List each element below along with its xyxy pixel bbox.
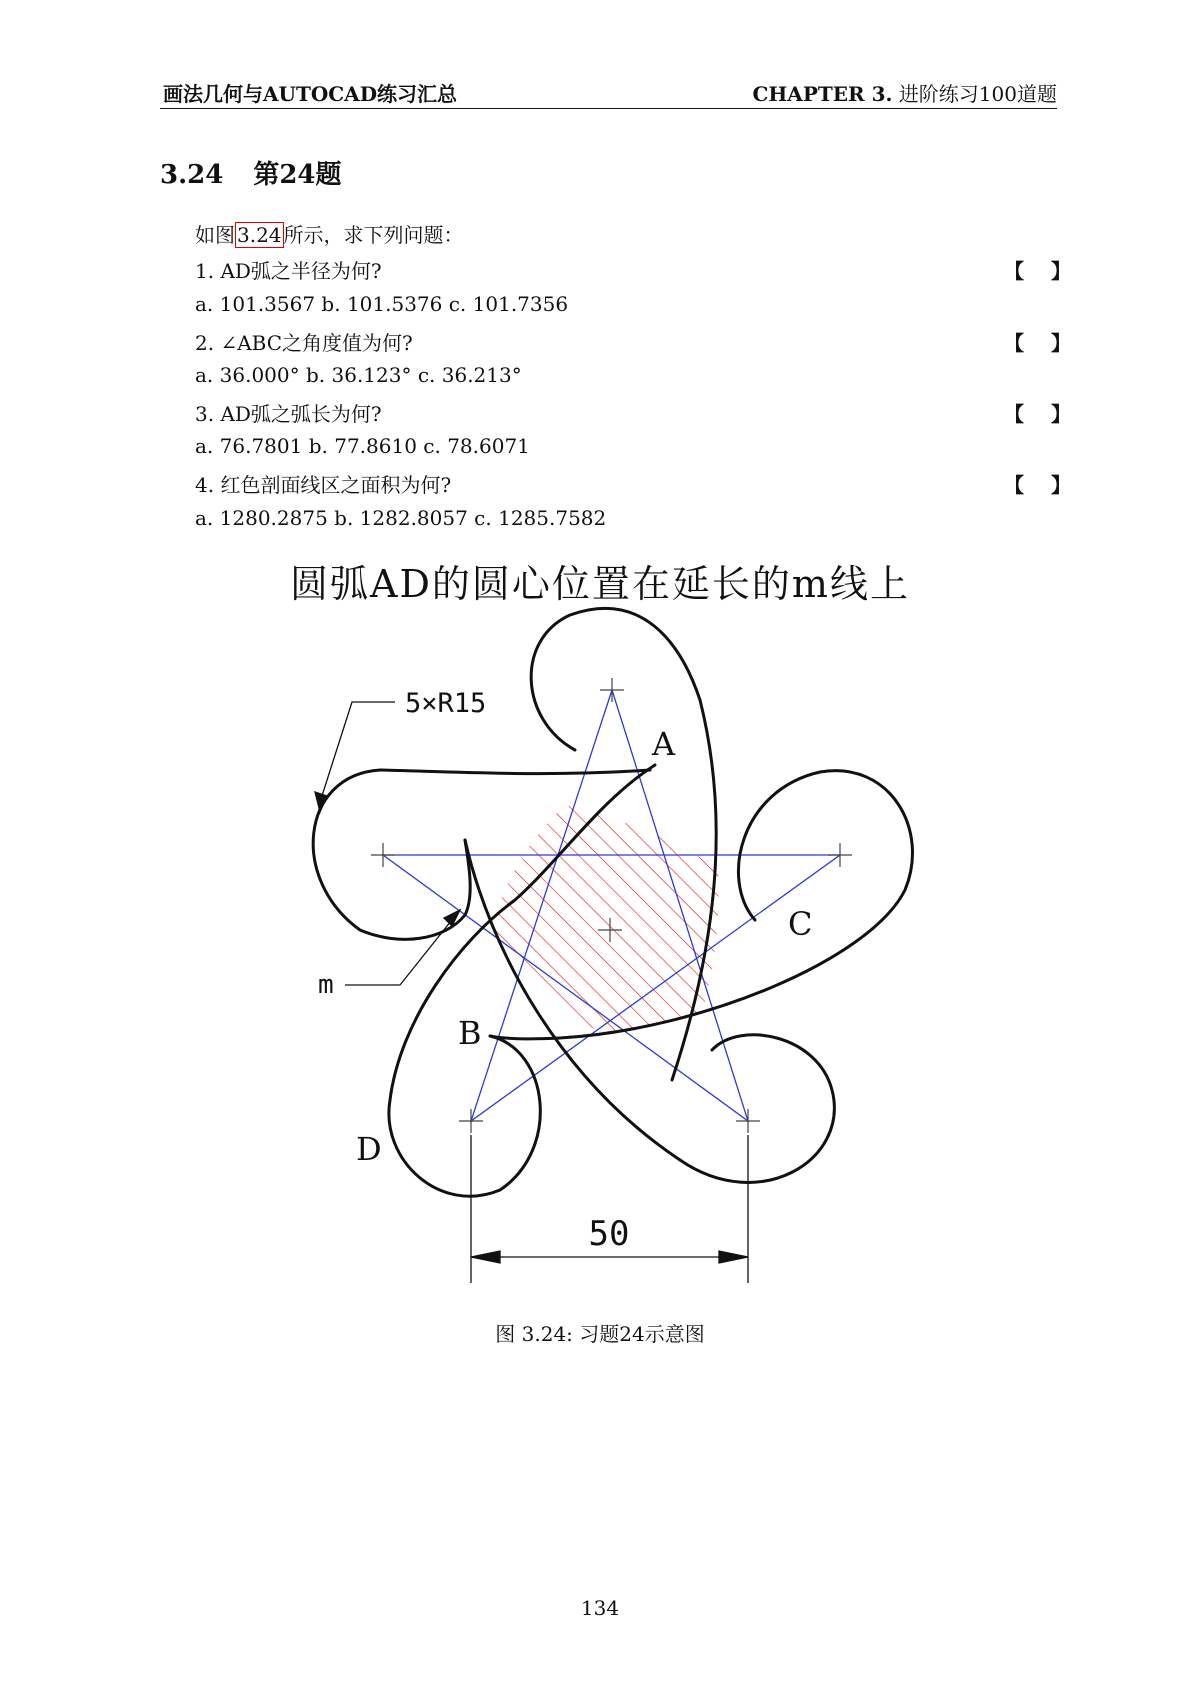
chapter-label: CHAPTER 3.	[752, 82, 893, 106]
question-4: 4. 红色剖面线区之面积为何?	[195, 473, 452, 497]
radius-note: 5×R15	[405, 688, 487, 719]
chapter-title: 进阶练习100道题	[898, 82, 1057, 106]
answer-options-4: a. 1280.2875 b. 1282.8057 c. 1285.7582	[195, 506, 607, 530]
question-2: 2. ∠ABC之角度值为何?	[195, 331, 413, 355]
figure-title: 圆弧AD的圆心位置在延长的m线上	[290, 562, 910, 606]
figure-caption: 图 3.24: 习题24示意图	[495, 1322, 705, 1346]
page-number: 134	[580, 1596, 620, 1620]
answer-options-3: a. 76.7801 b. 77.8610 c. 78.6071	[195, 434, 530, 458]
label-b: B	[458, 1014, 482, 1052]
label-m: m	[318, 970, 334, 1000]
dimension-value: 50	[588, 1214, 630, 1254]
dimension-line	[471, 1135, 748, 1283]
label-a: A	[652, 725, 676, 763]
intro-prefix: 如图	[195, 223, 235, 247]
answer-options-2: a. 36.000° b. 36.123° c. 36.213°	[195, 363, 522, 387]
figure-reference-link[interactable]: 3.24	[237, 223, 282, 247]
answer-options-1: a. 101.3567 b. 101.5376 c. 101.7356	[195, 292, 569, 316]
intro-suffix: 所示，求下列问题：	[283, 223, 464, 247]
answer-bracket-4[interactable]: 【 】	[1004, 473, 1081, 497]
label-d: D	[356, 1130, 382, 1168]
label-c: C	[788, 905, 813, 943]
section-number: 3.24	[160, 160, 224, 190]
running-header-title: 画法几何与AUTOCAD练习汇总	[163, 82, 458, 106]
answer-bracket-1[interactable]: 【 】	[1004, 259, 1081, 283]
question-1: 1. AD弧之半径为何?	[195, 259, 382, 283]
answer-bracket-2[interactable]: 【 】	[1004, 331, 1081, 355]
question-3: 3. AD弧之弧长为何?	[195, 402, 382, 426]
radius-leader	[315, 702, 395, 812]
answer-bracket-3[interactable]: 【 】	[1004, 402, 1081, 426]
section-title: 第24题	[253, 160, 342, 190]
